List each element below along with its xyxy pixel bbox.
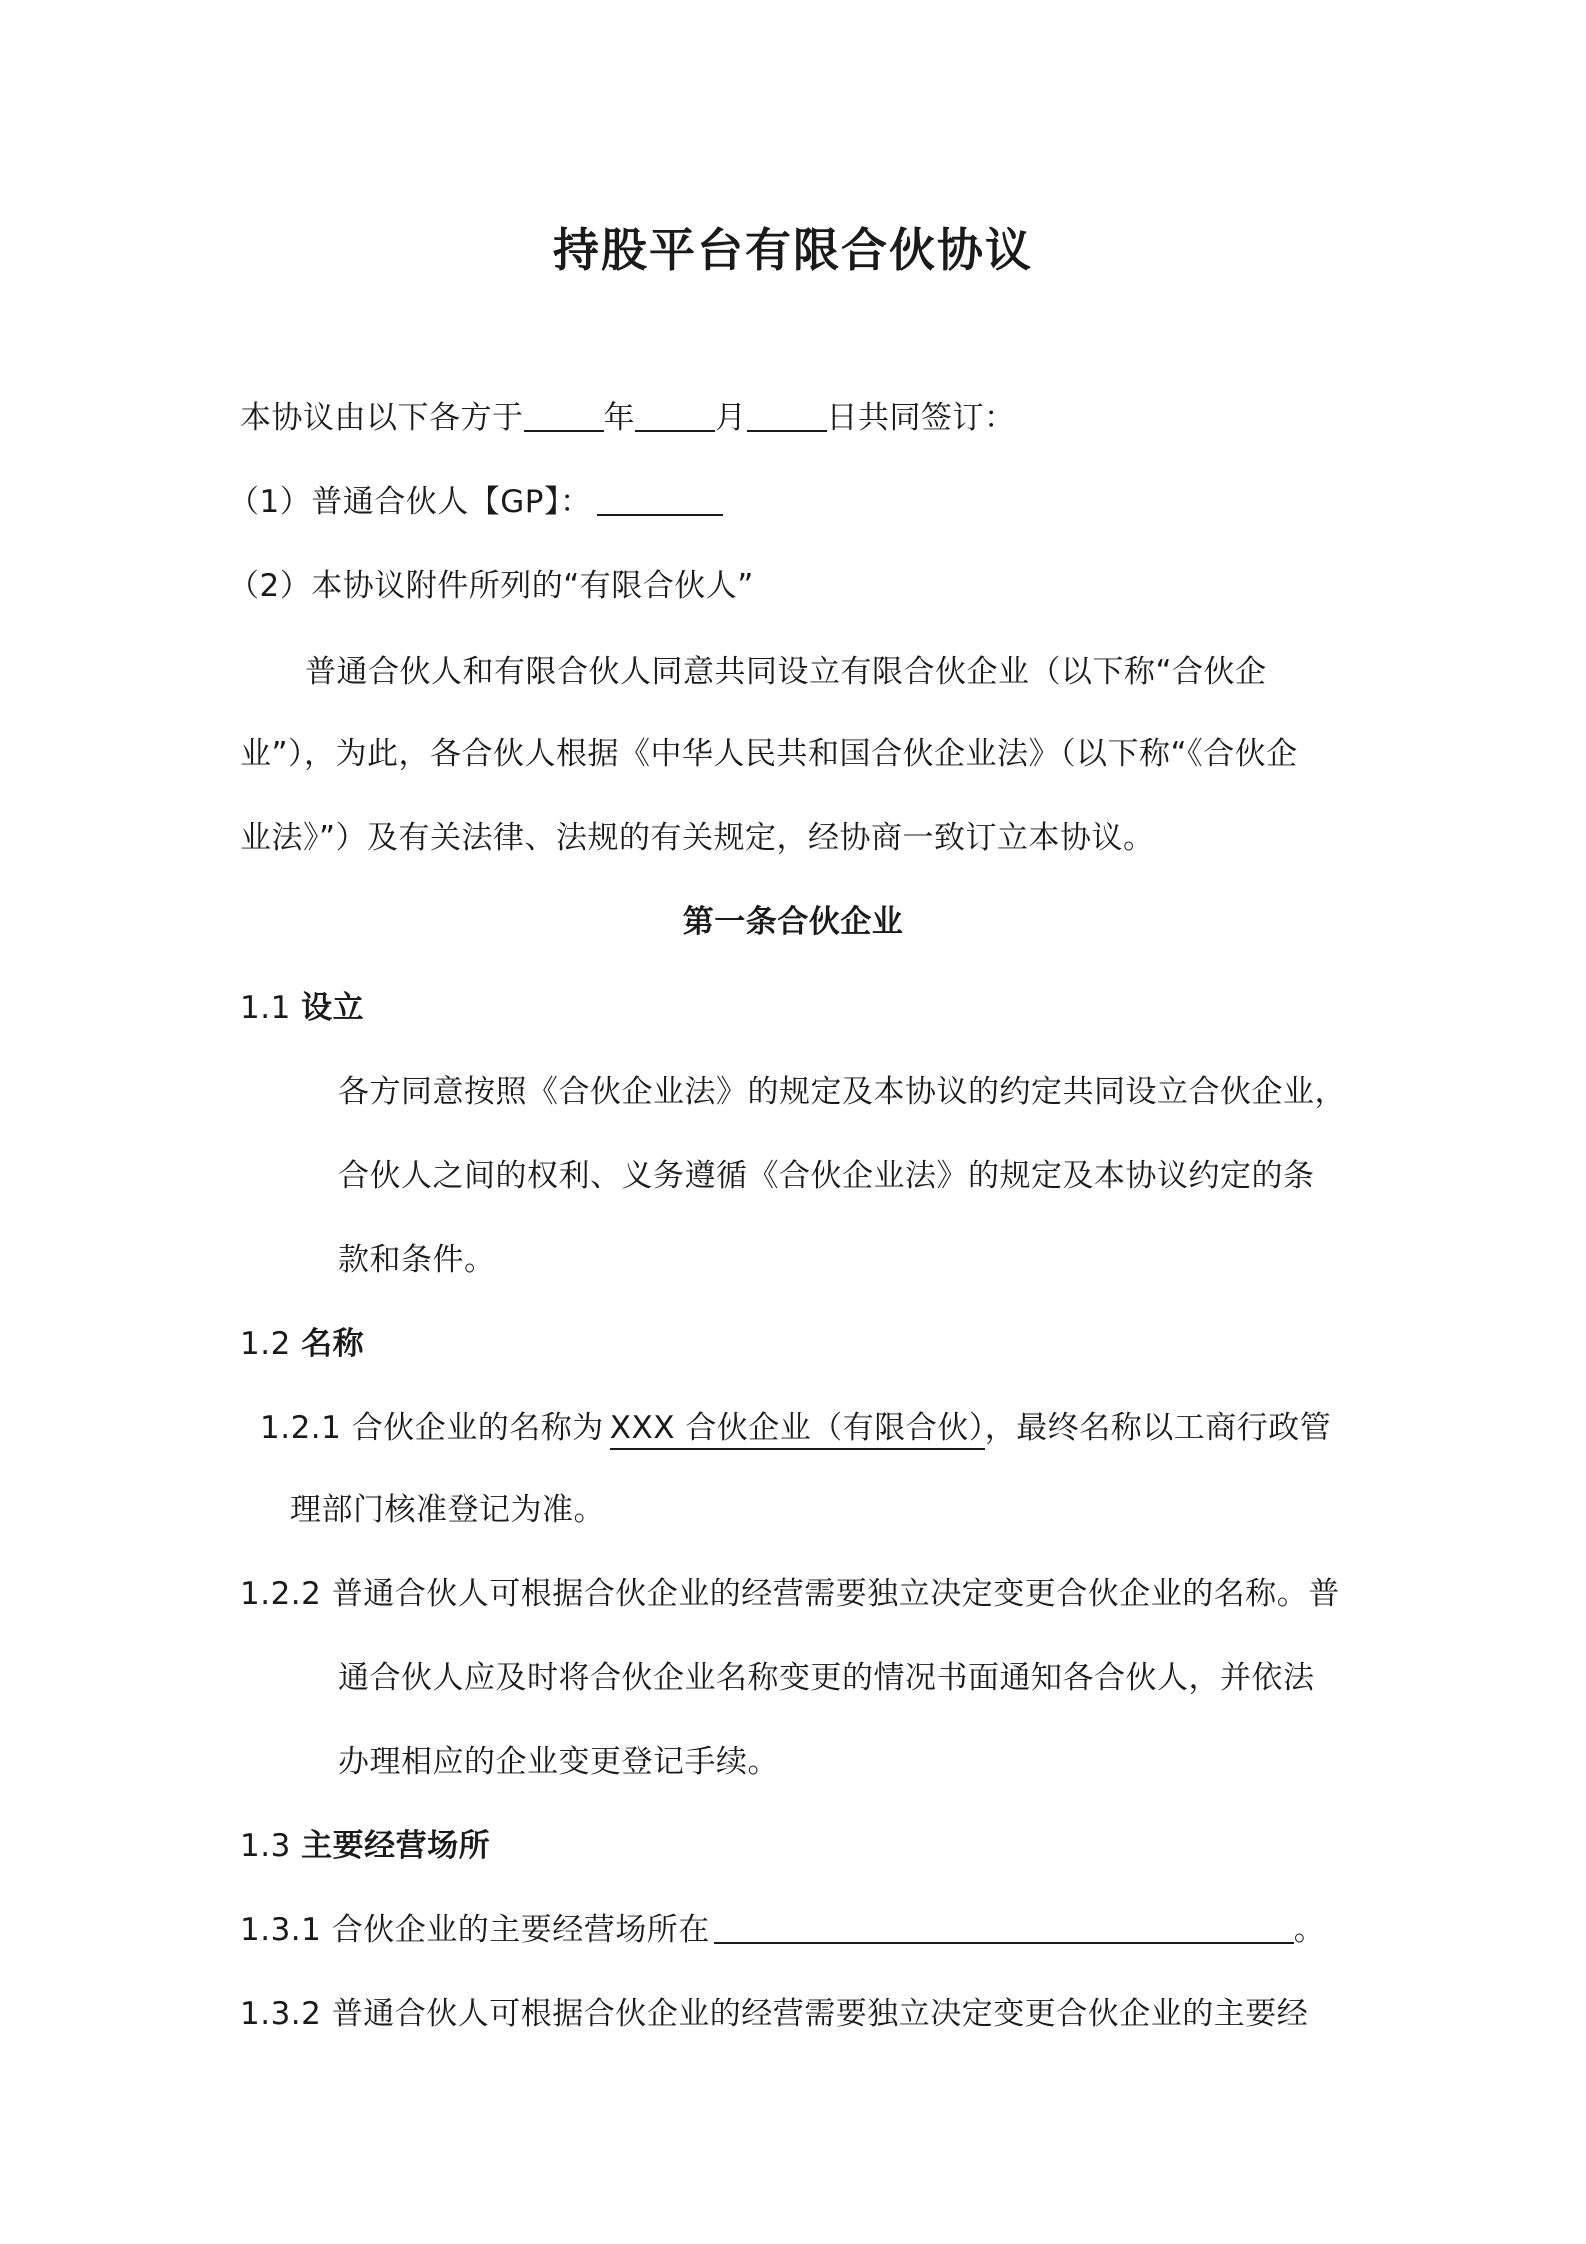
article1-heading: 第一条合伙企业 (682, 904, 904, 940)
section-1-3-1-prefix: 1.3.1 合伙企业的主要经营场所在 (240, 1912, 710, 1948)
section-1-2-title: 名称 (301, 1326, 365, 1362)
intro-prefix: 本协议由以下各方于 (240, 400, 524, 436)
section-1-3-1-suffix: 。 (1293, 1912, 1326, 1948)
section-1-2-2-line-1: 1.2.2 普通合伙人可根据合伙企业的经营需要独立决定变更合伙企业的名称。普 (240, 1576, 1340, 1612)
section-1-2-1-line-2: 理部门核准登记为准。 (290, 1492, 605, 1528)
intro-suffix: 日共同签订： (826, 400, 1016, 436)
party2-line: （2）本协议附件所列的“有限合伙人” (228, 568, 754, 604)
preamble-line-1: 普通合伙人和有限合伙人同意共同设立有限合伙企业（以下称“合伙企 (305, 654, 1267, 690)
section-1-2-1-line-1 (260, 1408, 1331, 1448)
address-blank[interactable] (714, 1910, 1294, 1944)
preamble-line-3: 业法》”）及有关法律、法规的有关规定，经协商一致订立本协议。 (240, 820, 1155, 856)
party1-text: （1）普通合伙人【GP】： (228, 484, 592, 520)
intro-month: 月 (715, 400, 747, 436)
section-1-3-heading (240, 1826, 490, 1866)
document-title: 持股平台有限合伙协议 (553, 223, 1033, 277)
party1-line (228, 482, 723, 522)
section-1-2-heading (240, 1324, 364, 1364)
gp-blank[interactable] (597, 482, 723, 516)
preamble-line-2: 业”），为此，各合伙人根据《中华人民共和国合伙企业法》（以下称“《合伙企 (240, 736, 1298, 772)
section-1-1-title: 设立 (301, 990, 365, 1026)
month-blank[interactable] (635, 398, 715, 432)
section-1-2-1-prefix: 1.2.1 合伙企业的名称为 (260, 1410, 604, 1446)
intro-year: 年 (603, 400, 635, 436)
section-1-3-number: 1.3 (240, 1828, 291, 1864)
year-blank[interactable] (524, 398, 604, 432)
section-1-1-line-2: 合伙人之间的权利、义务遵循《合伙企业法》的规定及本协议约定的条 (338, 1158, 1315, 1194)
section-1-2-1-suffix: ，最终名称以工商行政管 (984, 1410, 1332, 1446)
section-1-2-2-line-3: 办理相应的企业变更登记手续。 (338, 1744, 779, 1780)
section-1-3-2-line-1: 1.3.2 普通合伙人可根据合伙企业的经营需要独立决定变更合伙企业的主要经 (240, 1996, 1309, 2032)
section-1-1-line-3: 款和条件。 (338, 1242, 496, 1278)
section-1-3-title: 主要经营场所 (301, 1828, 491, 1864)
section-1-1-heading (240, 988, 364, 1028)
intro-line (240, 398, 1016, 438)
section-1-2-number: 1.2 (240, 1326, 291, 1362)
section-1-1-number: 1.1 (240, 990, 291, 1026)
section-1-1-line-1: 各方同意按照《合伙企业法》的规定及本协议的约定共同设立合伙企业， (338, 1074, 1346, 1110)
section-1-2-2-line-2: 通合伙人应及时将合伙企业名称变更的情况书面通知各合伙人，并依法 (338, 1660, 1315, 1696)
enterprise-name: XXX 合伙企业（有限合伙） (610, 1410, 985, 1450)
section-1-3-1-line (240, 1910, 1325, 1950)
day-blank[interactable] (747, 398, 827, 432)
